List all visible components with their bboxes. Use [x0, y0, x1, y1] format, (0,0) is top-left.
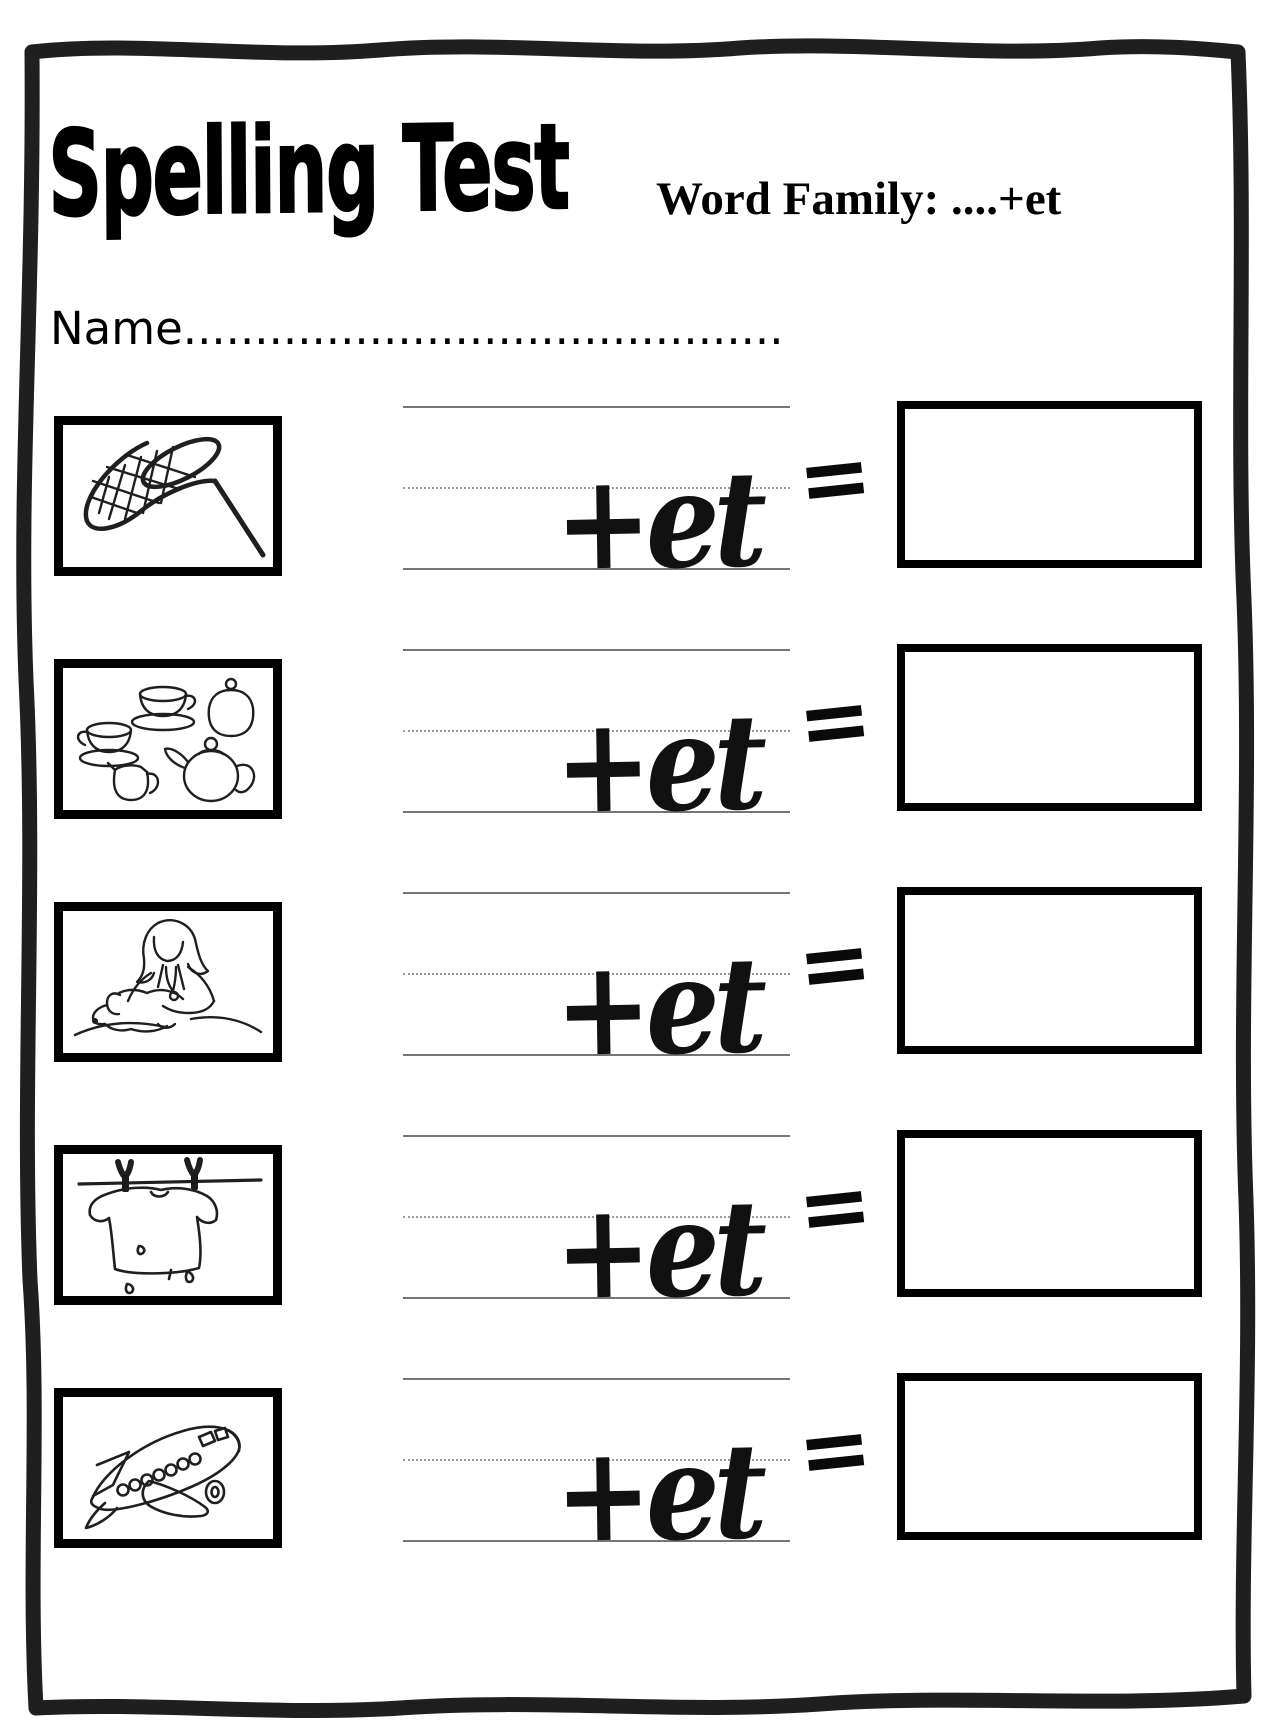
- tea-set-image: [63, 668, 273, 810]
- writing-line-top: [403, 1378, 790, 1380]
- name-field-label: [50, 302, 784, 355]
- word-family-label: Word Family: ....+et: [656, 173, 1062, 225]
- picture-box: [54, 416, 282, 576]
- picture-box: [54, 1388, 282, 1548]
- suffix-text: +et: [553, 685, 763, 845]
- answer-box: [897, 401, 1202, 568]
- worksheet-row-set: [0, 639, 1272, 882]
- answer-box: [897, 644, 1202, 811]
- writing-line-top: [403, 406, 790, 408]
- writing-line-top: [403, 892, 790, 894]
- worksheet-row-net: [0, 396, 1272, 639]
- suffix-text: +et: [553, 928, 763, 1088]
- page-title: Spelling Test: [47, 97, 570, 243]
- suffix-text: +et: [553, 442, 763, 602]
- jet-plane-image: [63, 1397, 273, 1539]
- equals-sign: =: [792, 1148, 878, 1265]
- suffix-text: +et: [553, 1414, 763, 1574]
- vet-with-dog-image: [63, 911, 273, 1053]
- worksheet-row-vet: [0, 882, 1272, 1125]
- worksheet-row-wet: [0, 1125, 1272, 1368]
- name-label: Name: [50, 302, 183, 355]
- equals-sign: =: [792, 1391, 878, 1508]
- picture-box: [54, 659, 282, 819]
- wet-shirt-image: [63, 1154, 273, 1296]
- butterfly-net-image: [63, 425, 273, 567]
- writing-line-top: [403, 649, 790, 651]
- equals-sign: =: [792, 419, 878, 536]
- worksheet-row-jet: [0, 1368, 1272, 1611]
- name-dotted-line: ..........................................: [182, 302, 784, 355]
- answer-box: [897, 1373, 1202, 1540]
- picture-box: [54, 1145, 282, 1305]
- suffix-text: +et: [553, 1171, 763, 1331]
- equals-sign: =: [792, 905, 878, 1022]
- answer-box: [897, 1130, 1202, 1297]
- writing-line-top: [403, 1135, 790, 1137]
- picture-box: [54, 902, 282, 1062]
- answer-box: [897, 887, 1202, 1054]
- equals-sign: =: [792, 662, 878, 779]
